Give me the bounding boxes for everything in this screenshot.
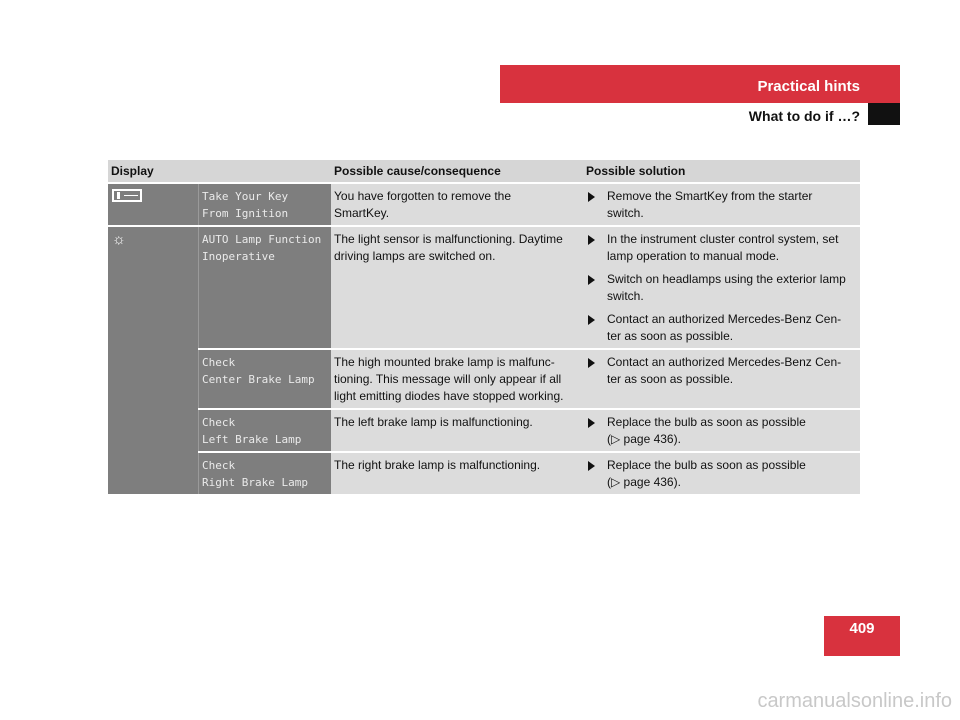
bullet-arrow-icon [588, 192, 595, 202]
bullet-arrow-icon [588, 315, 595, 325]
solution-item: Remove the SmartKey from the starter switch. [586, 188, 857, 222]
bullet-arrow-icon [588, 418, 595, 428]
cause-cell: The right brake lamp is malfunctioning. [331, 452, 583, 495]
icon-cell [108, 183, 199, 226]
solution-item: Switch on headlamps using the exterior lamp switch. [586, 271, 857, 305]
table-row [108, 226, 860, 349]
table-row [108, 409, 860, 452]
solution-item: Replace the bulb as soon as possible (▷ page 436). [586, 457, 857, 491]
cause-cell: The left brake lamp is malfunctioning. [331, 409, 583, 452]
display-message: Take Your Key From Ignition [199, 183, 332, 226]
solution-cell [583, 226, 860, 349]
solution-cell [583, 409, 860, 452]
solution-item: Contact an authorized Mercedes-Benz Cen- ter as soon as possible. [586, 354, 857, 388]
table-row [108, 183, 860, 226]
subsection-title: What to do if …? [748, 108, 860, 124]
bullet-arrow-icon [588, 461, 595, 471]
troubleshooting-table [108, 160, 860, 496]
solution-cell [583, 452, 860, 495]
cause-cell: The high mounted brake lamp is malfunc- tioning. This message will only appear if all light emitting diodes have stopped working. [331, 349, 583, 409]
icon-cell [108, 226, 199, 495]
solution-item: Contact an authorized Mercedes-Benz Cen- ter as soon as possible. [586, 311, 857, 345]
column-header-solution: Possible solution [583, 160, 860, 183]
display-message: Check Left Brake Lamp [199, 409, 332, 452]
lamp-icon: ☼ [112, 231, 126, 248]
bullet-arrow-icon [588, 275, 595, 285]
solution-item: Replace the bulb as soon as possible (▷ page 436). [586, 414, 857, 448]
column-header-display: Display [108, 160, 331, 183]
solution-cell [583, 183, 860, 226]
display-message: AUTO Lamp Function Inoperative [199, 226, 332, 349]
cause-cell: You have forgotten to remove the SmartKey. [331, 183, 583, 226]
table-row [108, 452, 860, 495]
bullet-arrow-icon [588, 235, 595, 245]
section-title: Practical hints [757, 78, 860, 95]
solution-item: In the instrument cluster control system, set lamp operation to manual mode. [586, 231, 857, 265]
page-number: 409 [824, 616, 900, 656]
cause-cell: The light sensor is malfunctioning. Daytime driving lamps are switched on. [331, 226, 583, 349]
table-header-row [108, 160, 860, 183]
watermark: carmanualsonline.info [757, 690, 952, 712]
table-row [108, 349, 860, 409]
display-message: Check Right Brake Lamp [199, 452, 332, 495]
bullet-arrow-icon [588, 358, 595, 368]
smartkey-icon [112, 189, 142, 202]
header-marker [868, 103, 900, 125]
display-message: Check Center Brake Lamp [199, 349, 332, 409]
column-header-cause: Possible cause/consequence [331, 160, 583, 183]
solution-cell [583, 349, 860, 409]
